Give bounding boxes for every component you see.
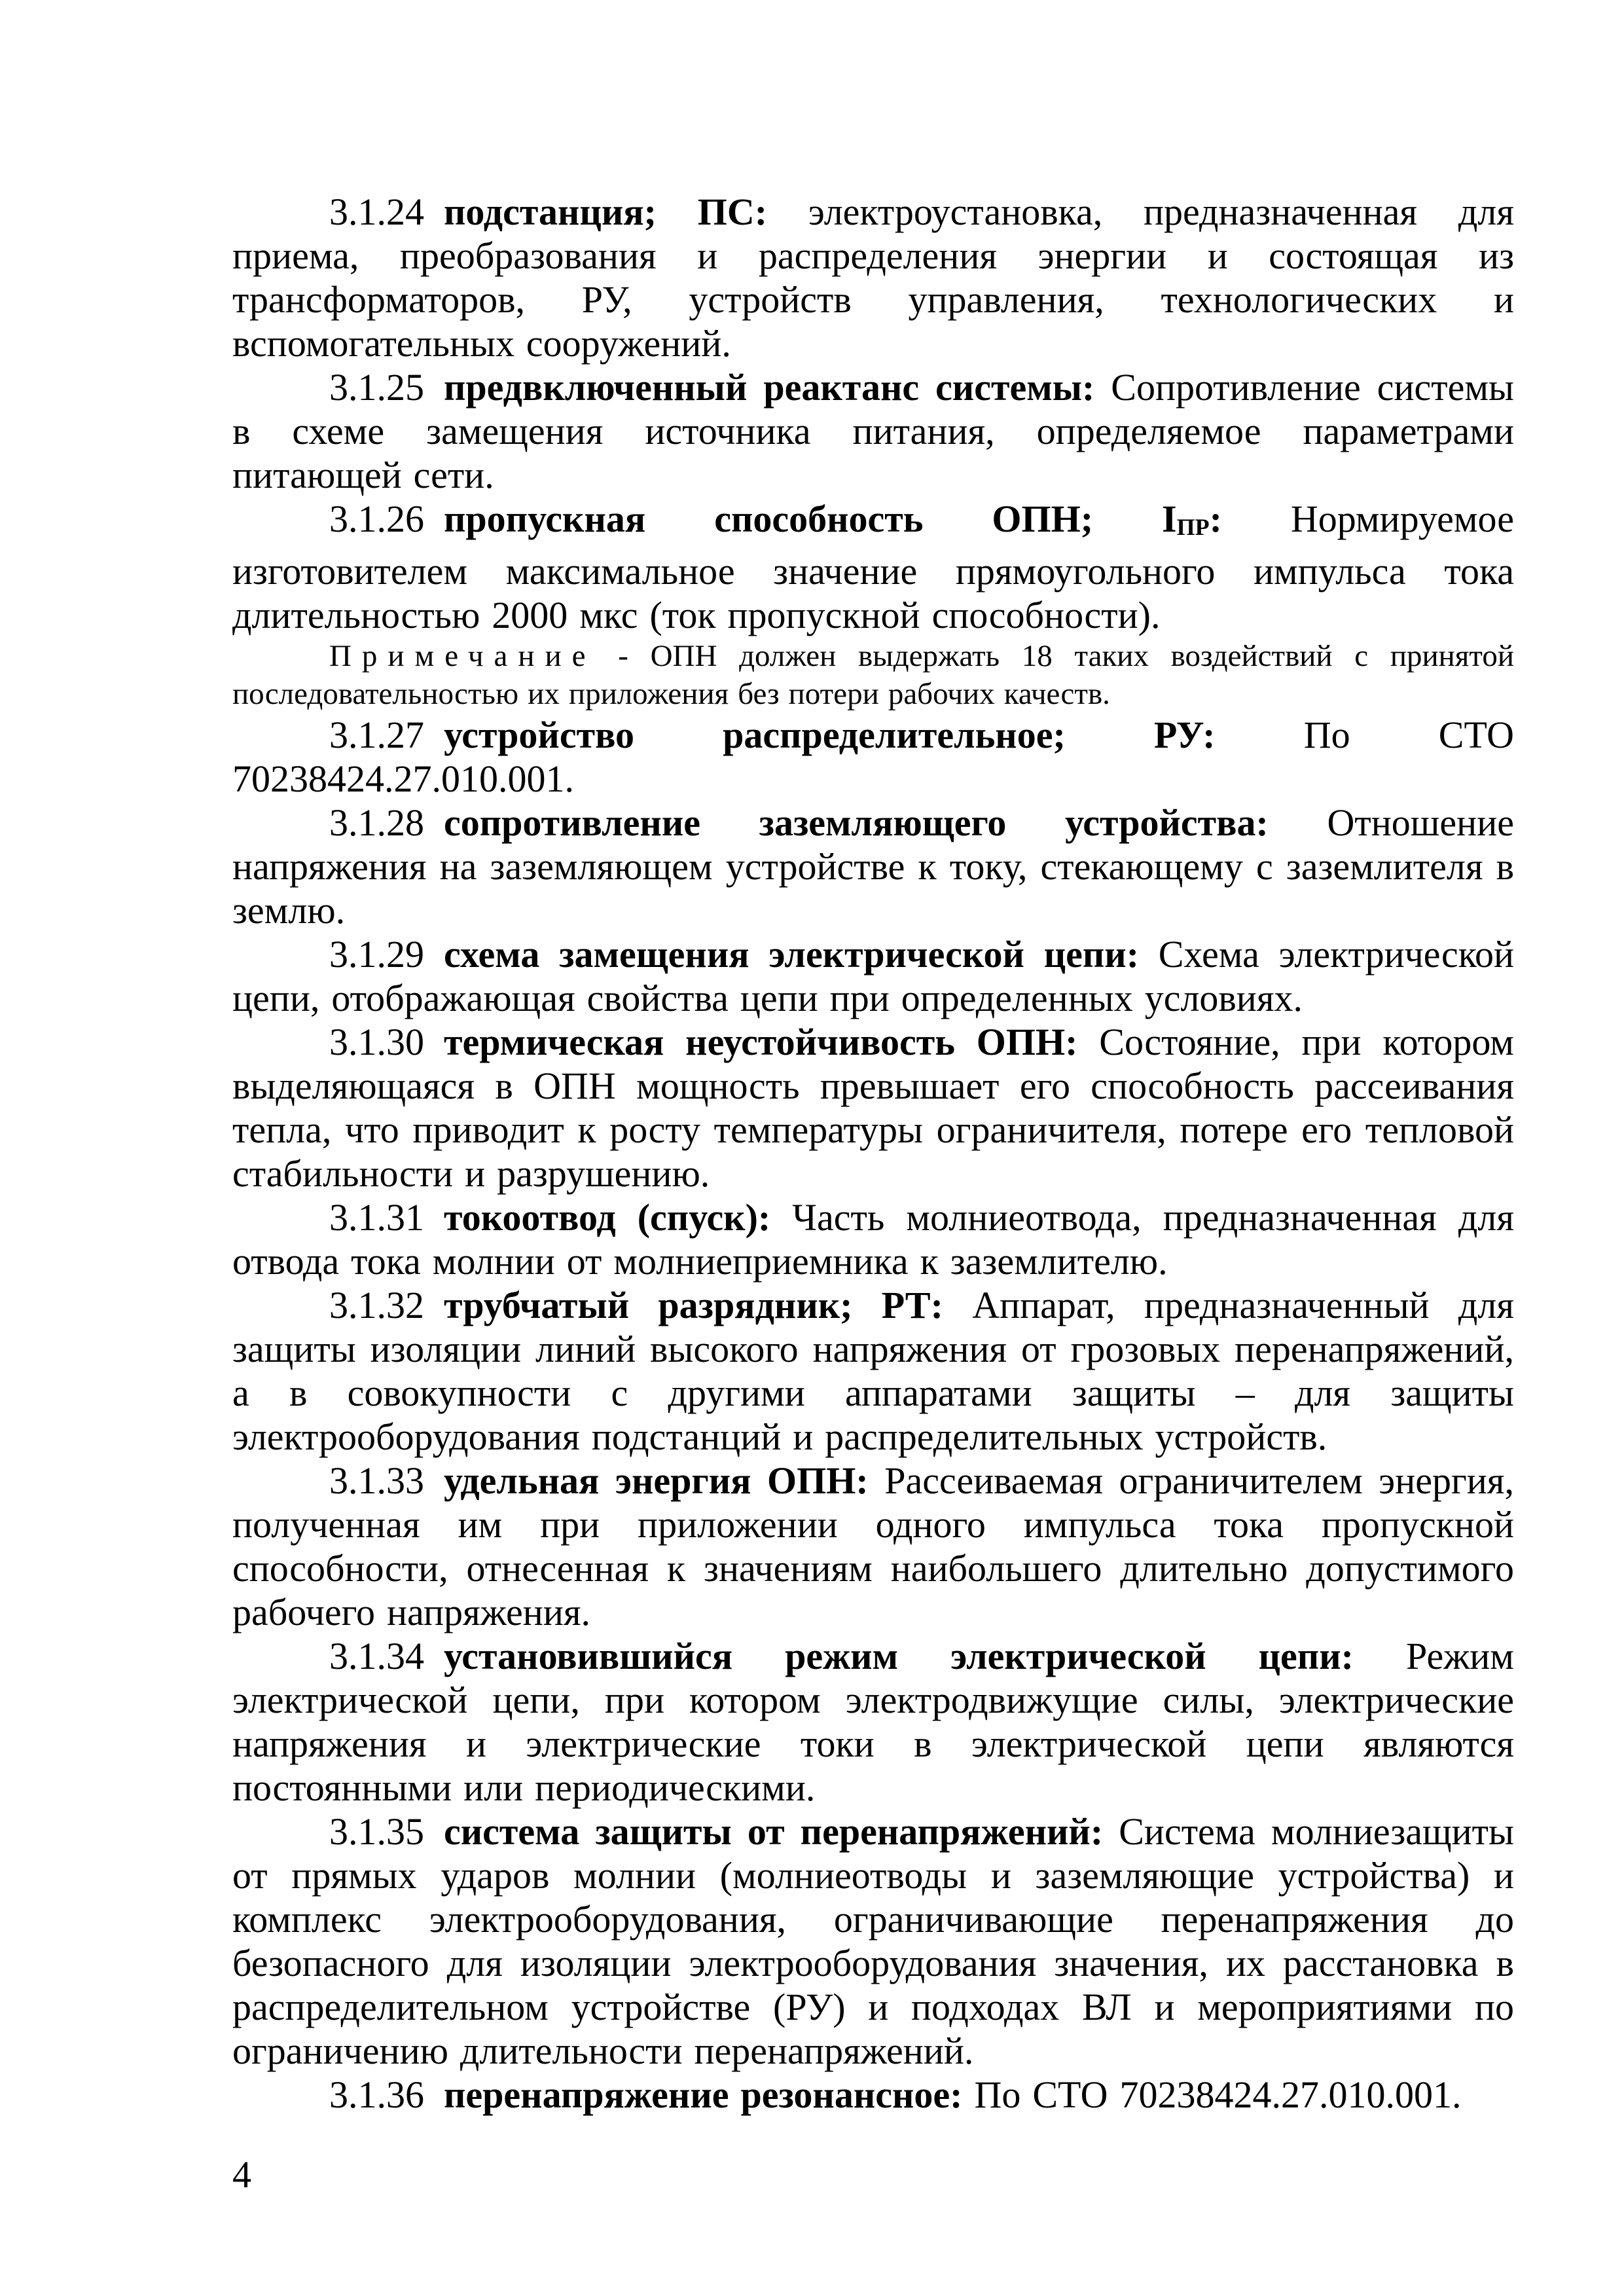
definition-text: По СТО 70238424.27.010.001. <box>232 714 1514 801</box>
definition-text: Система молниезащиты от прямых ударов молнии (молниеотводы и заземляющие устройства) и комплекс электрооборудования, ограничивающие перенапряжения до безопасного для изоляции электрооборудования значения, их расстановка в распределительном устройстве (РУ) и подходах ВЛ и мероприятиями по ограничению длительности перенапряжений. <box>232 1810 1514 2073</box>
definition-paragraph-3-1-31 <box>232 1195 1514 1283</box>
definition-text: Аппарат, предназначенный для защиты изоляции линий высокого напряжения от грозовых перенапряжений, а в совокупности с другими аппаратами защиты – для защиты электрооборудования подстанций и распределительных устройств. <box>232 1284 1514 1459</box>
clause-number: 3.1.28 <box>329 801 424 845</box>
term-label: токоотвод (спуск): <box>444 1196 771 1239</box>
definition-paragraph-3-1-35 <box>232 1810 1514 2073</box>
definition-text: Нормируемое изготовителем максимальное значение прямоугольного импульса тока длительностью 2000 мкс (ток пропускной способности). <box>232 498 1514 637</box>
clause-number: 3.1.35 <box>329 1810 424 1853</box>
term-label: перенапряжение резонансное: <box>444 2073 963 2117</box>
definition-paragraph-3-1-36 <box>232 2073 1514 2117</box>
clause-number: 3.1.26 <box>329 498 424 540</box>
clause-number: 3.1.34 <box>329 1635 424 1678</box>
term-label: трубчатый разрядник; РТ: <box>444 1284 943 1327</box>
definition-text: Сопротивление системы в схеме замещения источника питания, определяемое параметрами питающей сети. <box>232 366 1514 496</box>
term-label: система защиты от перенапряжений: <box>444 1810 1104 1853</box>
clause-number: 3.1.27 <box>329 714 424 757</box>
clause-number: 3.1.25 <box>329 366 424 409</box>
term-label: термическая неустойчивость ОПН: <box>444 1021 1078 1064</box>
term-label: удельная энергия ОПН: <box>444 1459 869 1503</box>
term-label: схема замещения электрической цепи: <box>444 933 1140 976</box>
definition-text: Режим электрической цепи, при котором электродвижущие силы, электрические напряжения и электрические токи в электрической цепи являются постоянными или периодическими. <box>232 1635 1515 1810</box>
definition-text: Часть молниеотвода, предназначенная для отвода тока молнии от молниеприемника к заземлителю. <box>232 1196 1515 1283</box>
clause-number: 3.1.31 <box>329 1196 424 1239</box>
definition-text: Отношение напряжения на заземляющем устройстве к току, стекающему с заземлителя в землю. <box>232 801 1514 932</box>
definition-paragraph-3-1-24 <box>232 190 1514 365</box>
definition-text: Схема электрической цепи, отображающая свойства цепи при определенных условиях. <box>232 933 1515 1020</box>
text-block <box>232 190 1514 2117</box>
note-separator: - <box>618 639 628 674</box>
clause-number: 3.1.33 <box>329 1459 424 1503</box>
note-text: ОПН должен выдержать 18 таких воздействий с принятой последовательностью их приложения без потери рабочих качеств. <box>232 639 1515 712</box>
definition-paragraph-3-1-34 <box>232 1634 1514 1810</box>
term-label: пропускная способность ОПН; I <box>444 498 1177 540</box>
clause-number: 3.1.24 <box>329 191 424 233</box>
definition-paragraph-3-1-27 <box>232 713 1514 801</box>
term-subscript: ПР <box>1176 514 1210 541</box>
definition-text: электроустановка, предназначенная для приема, преобразования и распределения энергии и состоящая из трансформаторов, РУ, устройств управления, технологических и вспомогательных сооружений. <box>232 191 1514 365</box>
term-label: устройство распределительное; РУ: <box>444 714 1216 757</box>
clause-number: 3.1.30 <box>329 1021 424 1064</box>
term-colon: : <box>1209 498 1222 540</box>
clause-number: 3.1.36 <box>329 2073 424 2117</box>
clause-number: 3.1.32 <box>329 1284 424 1327</box>
definition-paragraph-3-1-25 <box>232 365 1514 497</box>
definition-text: Состояние, при котором выделяющаяся в ОПН мощность превышает его способность рассеивания тепла, что приводит к росту температуры ограничителя, потере его тепловой стабильности и разрушению. <box>232 1021 1514 1195</box>
page-number: 4 <box>232 2153 251 2196</box>
term-label: подстанция; ПС: <box>444 191 768 233</box>
definition-paragraph-3-1-29 <box>232 932 1514 1020</box>
clause-number: 3.1.29 <box>329 933 424 976</box>
term-label: сопротивление заземляющего устройства: <box>444 801 1269 845</box>
definition-paragraph-3-1-32 <box>232 1283 1514 1459</box>
definition-paragraph-3-1-30 <box>232 1020 1514 1195</box>
definition-paragraph-3-1-28 <box>232 801 1514 932</box>
definition-paragraph-3-1-33 <box>232 1459 1514 1634</box>
definition-text: По СТО 70238424.27.010.001. <box>974 2073 1462 2117</box>
note-label: Примечание <box>329 639 596 674</box>
definition-paragraph-3-1-26 <box>232 497 1514 637</box>
note-paragraph <box>232 637 1514 713</box>
definition-text: Рассеиваемая ограничителем энергия, полученная им при приложении одного импульса тока пропускной способности, отнесенная к значениям наибольшего длительно допустимого рабочего напряжения. <box>232 1459 1514 1634</box>
term-label: предвключенный реактанс системы: <box>444 366 1095 409</box>
term-label: установившийся режим электрической цепи: <box>444 1635 1354 1678</box>
